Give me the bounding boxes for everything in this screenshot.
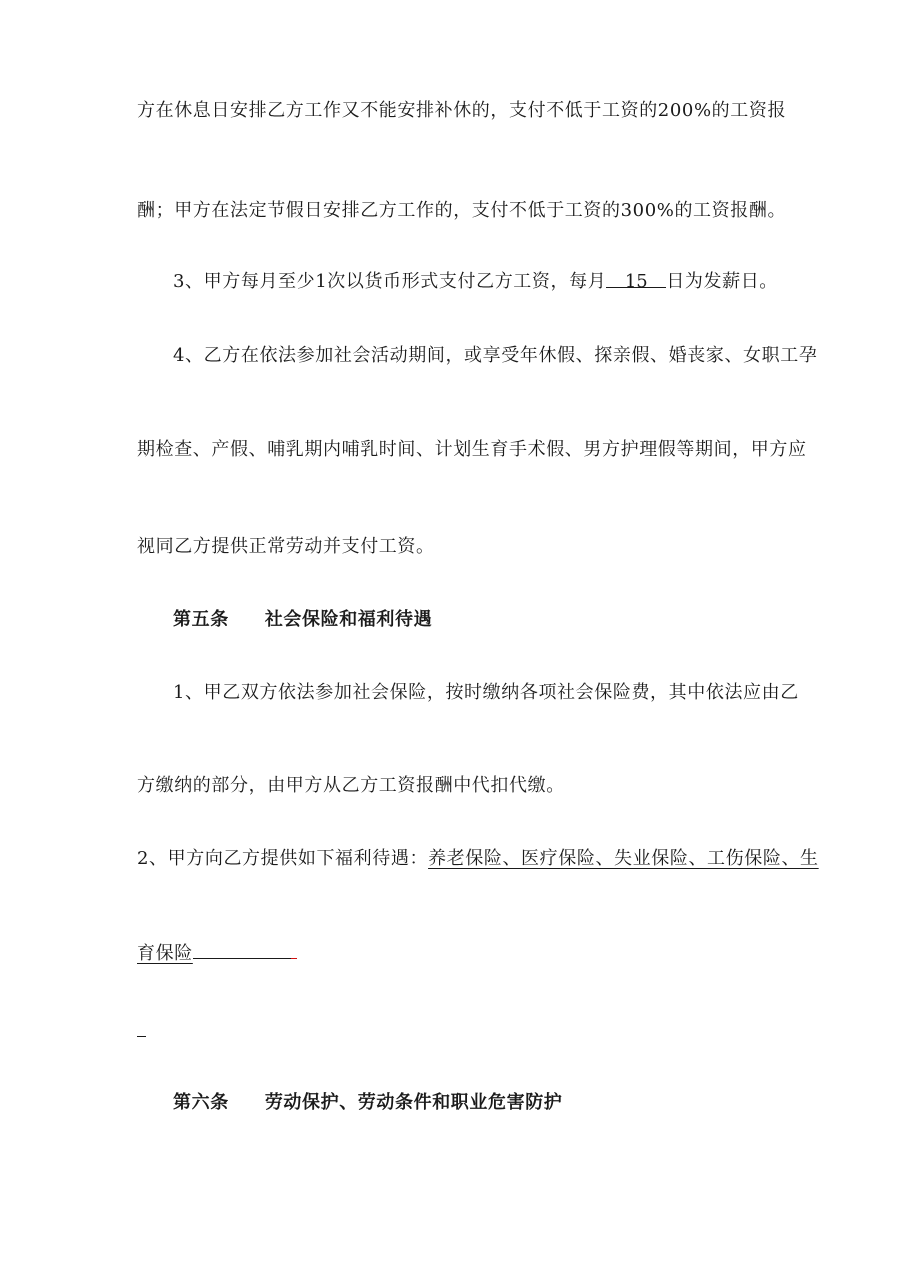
paragraph-line: 方在休息日安排乙方工作又不能安排补休的，支付不低于工资的200%的工资报 — [137, 100, 787, 121]
article-6-heading — [173, 1090, 562, 1116]
benefits-list: 养老保险、医疗保险、失业保险、工伤保险、生 — [428, 848, 819, 869]
article-6-title: 劳动保护、劳动条件和职业危害防护 — [264, 1092, 563, 1113]
stray-dash — [137, 1036, 146, 1037]
article-5-heading — [173, 607, 432, 633]
paragraph-line: 视同乙方提供正常劳动并支付工资。 — [137, 536, 435, 557]
payday-text-before: 3、甲方每月至少1次以货币形式支付乙方工资，每月 — [173, 271, 607, 292]
article-5-title: 社会保险和福利待遇 — [264, 609, 433, 630]
article-5-number: 第五条 — [173, 609, 229, 630]
paragraph-line: 期检查、产假、哺乳期内哺乳时间、计划生育手术假、男方护理假等期间，甲方应 — [137, 439, 807, 460]
paragraph-line — [137, 846, 819, 872]
benefits-intro: 2、甲方向乙方提供如下福利待遇： — [137, 848, 429, 869]
red-mark — [291, 958, 297, 959]
paragraph-line: 1、甲乙双方依法参加社会保险，按时缴纳各项社会保险费，其中依法应由乙 — [173, 682, 799, 703]
payday-text-after: 日为发薪日。 — [666, 271, 778, 292]
paragraph-line: 方缴纳的部分，由甲方从乙方工资报酬中代扣代缴。 — [137, 775, 565, 796]
article-6-number: 第六条 — [173, 1092, 229, 1113]
benefits-list-continued: 育保险 — [137, 943, 193, 964]
paragraph-line: 4、乙方在依法参加社会活动期间，或享受年休假、探亲假、婚丧家、女职工孕 — [173, 345, 818, 366]
paragraph-line — [173, 269, 778, 295]
paragraph-line — [137, 940, 293, 967]
payday-value: 15 — [606, 269, 666, 288]
paragraph-line: 酬；甲方在法定节假日安排乙方工作的，支付不低于工资的300%的工资报酬。 — [137, 200, 787, 221]
fill-in-blank — [193, 940, 293, 959]
